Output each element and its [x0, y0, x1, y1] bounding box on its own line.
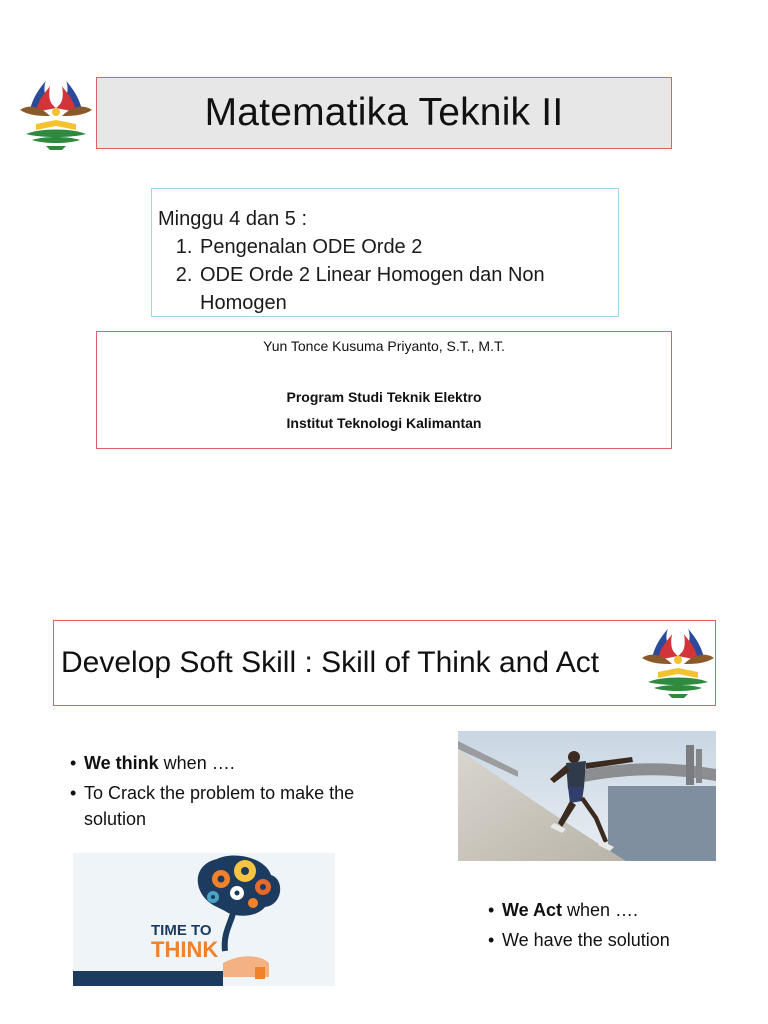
slide1-title-box	[96, 77, 672, 149]
act-bullets	[488, 897, 738, 957]
bullet-bold: We Act	[502, 900, 563, 920]
runner-photo	[458, 731, 716, 861]
agenda-item: 2. ODE Orde 2 Linear Homogen dan Non Homogen	[198, 261, 618, 317]
slide2-title: Develop Soft Skill : Skill of Think and Act	[61, 646, 600, 679]
institute-name: Institut Teknologi Kalimantan	[286, 415, 482, 431]
think-image-line2: THINK	[151, 937, 219, 962]
agenda-heading: Minggu 4 dan 5 :	[158, 208, 307, 230]
agenda-box	[151, 188, 619, 317]
bullet-text: To Crack the problem to make the solution	[84, 783, 355, 829]
list-item	[488, 897, 738, 923]
university-logo-icon	[638, 624, 718, 700]
bullet-text: when ….	[562, 900, 639, 920]
program-name: Program Studi Teknik Elektro	[286, 389, 482, 405]
agenda-list	[158, 233, 618, 317]
author-name: Yun Tonce Kusuma Priyanto, S.T., M.T.	[263, 338, 505, 354]
agenda-item: 1. Pengenalan ODE Orde 2	[198, 233, 618, 261]
slide1-title: Matematika Teknik II	[204, 91, 564, 134]
bullet-bold: We think	[84, 753, 159, 773]
bullet-text: We have the solution	[502, 930, 670, 950]
think-image-line1: TIME TO	[151, 922, 212, 939]
slide2-title-box	[53, 620, 716, 706]
list-item	[70, 750, 390, 776]
bullet-text: when ….	[158, 753, 235, 773]
author-box	[96, 331, 672, 449]
list-item	[70, 780, 390, 832]
list-item	[488, 927, 738, 953]
time-to-think-illustration	[73, 853, 335, 986]
think-bullets	[70, 750, 390, 836]
university-logo-icon	[16, 76, 96, 152]
